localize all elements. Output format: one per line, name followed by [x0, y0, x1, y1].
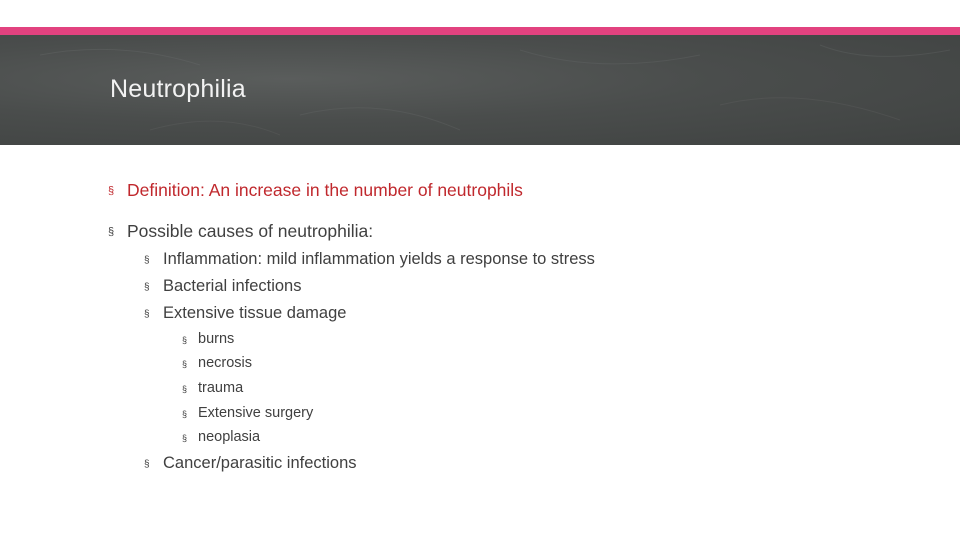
cause-text: Cancer/parasitic infections	[163, 454, 357, 472]
bullet-icon: §	[108, 185, 115, 197]
bullet-icon: §	[182, 433, 188, 443]
top-margin	[0, 0, 960, 27]
bullet-icon: §	[144, 282, 150, 293]
cause-text: Bacterial infections	[163, 277, 302, 295]
accent-bar	[0, 27, 960, 35]
cause-text: Inflammation: mild inflammation yields a response to stress	[163, 250, 595, 268]
example-text: burns	[198, 331, 235, 347]
slide-title: Neutrophilia	[110, 75, 246, 103]
bullet-icon: §	[182, 359, 188, 369]
bullet-icon: §	[144, 459, 150, 470]
cause-text: Extensive tissue damage	[163, 304, 347, 322]
causes-heading: Possible causes of neutrophilia:	[127, 221, 374, 241]
definition-text: Definition: An increase in the number of neutrophils	[127, 180, 523, 200]
bullet-icon: §	[182, 384, 188, 394]
bullet-icon: §	[108, 226, 115, 238]
example-text: neoplasia	[198, 429, 261, 445]
example-text: necrosis	[198, 355, 252, 371]
bullet-icon: §	[182, 335, 188, 345]
bullet-icon: §	[144, 255, 150, 266]
bullet-icon: §	[182, 409, 188, 419]
example-text: trauma	[198, 380, 244, 396]
example-text: Extensive surgery	[198, 405, 314, 421]
bullet-icon: §	[144, 309, 150, 320]
